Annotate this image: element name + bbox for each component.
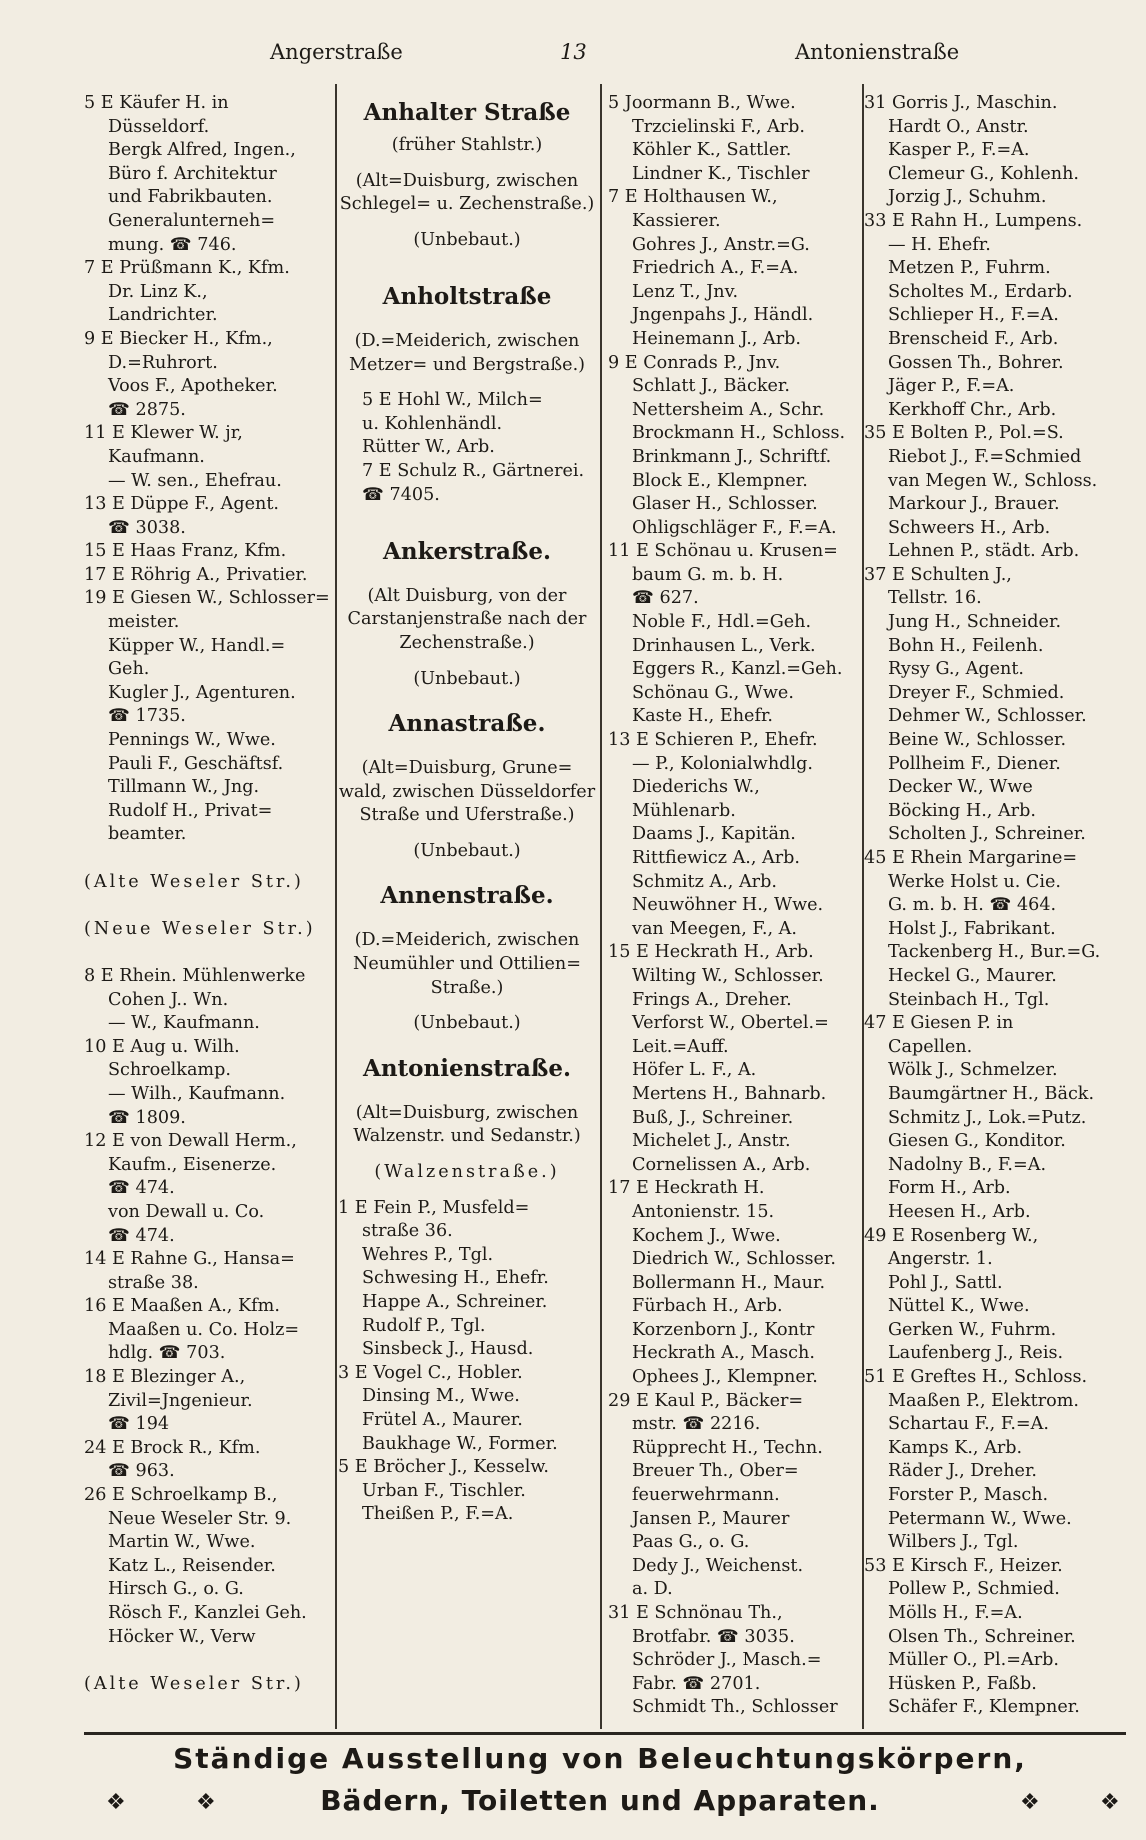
directory-entry: 5 Joormann B., Wwe.: [608, 93, 796, 113]
directory-entry: Schlatt J., Bäcker.: [632, 376, 790, 397]
directory-entry: a. D.: [632, 1579, 673, 1600]
directory-entry: Rysy G., Agent.: [888, 659, 1025, 680]
directory-entry: Heckrath A., Masch.: [632, 1343, 815, 1364]
directory-entry: (Alt=Duisburg, Grune=: [361, 758, 573, 779]
column-divider: [335, 84, 337, 1729]
spacer: [84, 941, 334, 965]
directory-entry: Jäger P., F.=A.: [888, 376, 1015, 397]
spacer: [338, 217, 596, 229]
directory-entry: 35 E Bolten P., Pol.=S.: [864, 423, 1064, 444]
directory-entry: Rudolf H., Privat=: [108, 800, 273, 821]
directory-entry: 14 E Rahne G., Hansa=: [84, 1249, 295, 1270]
directory-entry: (früher Stahlstr.): [391, 135, 543, 155]
directory-entry: Olsen Th., Schreiner.: [888, 1626, 1076, 1647]
directory-entry: Köhler K., Sattler.: [632, 140, 792, 161]
spacer: [338, 507, 596, 531]
directory-entry: 13 E Schieren P., Ehefr.: [608, 730, 818, 751]
directory-entry: — H. Ehefr.: [888, 234, 991, 255]
directory-entry: feuerwehrmann.: [632, 1485, 780, 1506]
directory-entry: Tellstr. 16.: [888, 588, 982, 609]
column-3: [608, 92, 862, 1732]
directory-entry: meister.: [108, 612, 180, 633]
directory-entry: 33 E Rahn H., Lumpens.: [864, 210, 1083, 231]
directory-entry: 49 E Rosenberg W.,: [864, 1225, 1039, 1246]
directory-entry: ☎ 2875.: [108, 399, 186, 420]
spacer: [338, 1149, 596, 1161]
directory-entry: Nadolny B., F.=A.: [888, 1154, 1047, 1175]
directory-entry: Schwesing H., Ehefr.: [362, 1268, 549, 1289]
directory-entry: Leit.=Auff.: [632, 1036, 729, 1057]
directory-entry: Mölls H., F.=A.: [888, 1603, 1023, 1623]
directory-entry: Bergk Alfred, Ingen.,: [108, 140, 296, 161]
directory-entry: 53 E Kirsch F., Heizer.: [864, 1555, 1063, 1576]
directory-entry: 5 E Hohl W., Milch=: [362, 390, 543, 411]
directory-entry: Lenz T., Jnv.: [632, 281, 739, 302]
directory-entry: wald, zwischen Düsseldorfer: [338, 781, 596, 802]
directory-entry: ☎ 1809.: [108, 1107, 186, 1128]
street-heading: Ankerstraße.: [383, 537, 551, 565]
column-4: [864, 92, 1126, 1732]
directory-entry: Verforst W., Obertel.=: [632, 1013, 829, 1034]
directory-entry: Daams J., Kapitän.: [632, 824, 796, 845]
directory-entry: 5 E Käufer H. in: [84, 93, 229, 113]
spacer: [338, 158, 596, 170]
directory-entry: Schönau G., Wwe.: [632, 682, 794, 703]
spacer: [338, 828, 596, 840]
directory-entry: Ohligschläger F., F.=A.: [632, 517, 837, 538]
directory-entry: Nettersheim A., Schr.: [632, 399, 825, 420]
directory-entry: Baumgärtner H., Bäck.: [888, 1083, 1095, 1104]
directory-entry: Schäfer F., Klempner.: [888, 1697, 1080, 1718]
directory-entry: Carstanjenstraße nach der: [347, 609, 587, 630]
directory-entry: Angerstr. 1.: [888, 1249, 993, 1270]
directory-entry: Kassierer.: [632, 210, 721, 231]
directory-entry: 11 E Schönau u. Krusen=: [608, 541, 838, 562]
directory-entry: Generalunterneh=: [108, 210, 276, 231]
directory-entry: 17 E Heckrath H.: [608, 1178, 765, 1199]
directory-entry: — P., Kolonialwhdlg.: [632, 753, 813, 774]
directory-entry: 51 E Greftes H., Schloss.: [864, 1367, 1088, 1388]
directory-entry: Paas G., o. G.: [632, 1532, 750, 1553]
directory-entry: Neue Weseler Str. 9.: [108, 1508, 292, 1529]
directory-entry: (Alt=Duisburg, zwischen: [355, 170, 579, 191]
directory-entry: Fabr. ☎ 2701.: [632, 1673, 761, 1694]
directory-entry: 19 E Giesen W., Schlosser=: [84, 588, 330, 609]
directory-entry: 17 E Röhrig A., Privatier.: [84, 564, 308, 585]
directory-entry: Landrichter.: [108, 305, 218, 326]
footer-advertisement-line1: Ständige Ausstellung von Beleuchtungskörpern,: [173, 1742, 1027, 1775]
directory-entry: Frütel A., Maurer.: [362, 1409, 523, 1430]
directory-entry: Jung H., Schneider.: [888, 612, 1062, 633]
spacer: [338, 656, 596, 668]
directory-entry: Mertens H., Bahnarb.: [632, 1083, 827, 1104]
directory-entry: Frings A., Dreher.: [632, 989, 792, 1010]
footer-advertisement-line2: Bädern, Toiletten und Apparaten.: [320, 1784, 880, 1817]
spacer: [338, 318, 596, 330]
directory-entry: (Unbebaut.): [413, 840, 521, 861]
directory-entry: Hardt O., Anstr.: [888, 116, 1029, 137]
directory-entry: Bollermann H., Maur.: [632, 1272, 826, 1293]
directory-entry: Mühlenarb.: [632, 800, 736, 821]
directory-entry: Straße und Uferstraße.): [359, 805, 575, 826]
directory-entry: Heesen H., Arb.: [888, 1201, 1031, 1222]
spacer: [338, 1000, 596, 1012]
column-1: [84, 92, 334, 1732]
directory-entry: — Wilh., Kaufmann.: [108, 1083, 286, 1104]
directory-entry: Holst J., Fabrikant.: [888, 918, 1056, 939]
spacer: [338, 252, 596, 276]
directory-entry: Diedrich W., Schlosser.: [632, 1249, 837, 1270]
directory-entry: Küpper W., Handl.=: [108, 635, 286, 656]
directory-entry: van Megen W., Schloss.: [888, 470, 1098, 491]
directory-entry: (Alt Duisburg, von der: [367, 585, 567, 606]
directory-entry: Brotfabr. ☎ 3035.: [632, 1626, 795, 1647]
directory-entry: ☎ 194: [108, 1414, 170, 1435]
directory-entry: Forster P., Masch.: [888, 1485, 1049, 1506]
directory-entry: (Alte Weseler Str.): [84, 871, 304, 892]
directory-entry: 13 E Düppe F., Agent.: [84, 494, 279, 515]
directory-entry: 7 E Schulz R., Gärtnerei.: [362, 460, 585, 481]
directory-entry: Theißen P., F.=A.: [362, 1504, 514, 1525]
directory-entry: Ophees J., Klempner.: [632, 1367, 818, 1388]
directory-entry: Nüttel K., Wwe.: [888, 1296, 1030, 1317]
directory-entry: Geh.: [108, 659, 150, 680]
directory-entry: Markour J., Brauer.: [888, 494, 1060, 515]
directory-entry: 9 E Biecker H., Kfm.,: [84, 328, 273, 349]
directory-entry: Glaser H., Schlosser.: [632, 494, 818, 515]
directory-entry: Schlegel= u. Zechenstraße.): [339, 194, 595, 215]
directory-entry: (Alt=Duisburg, zwischen: [355, 1102, 579, 1123]
spacer: [84, 847, 334, 871]
directory-entry: Brenscheid F., Arb.: [888, 328, 1059, 349]
directory-entry: Pollew P., Schmied.: [888, 1579, 1060, 1600]
directory-entry: van Meegen, F., A.: [632, 918, 797, 939]
directory-entry: Antonienstr. 15.: [632, 1201, 775, 1222]
directory-entry: D.=Ruhrort.: [108, 352, 218, 373]
directory-entry: Pollheim F., Diener.: [888, 753, 1061, 774]
directory-entry: Noble F., Hdl.=Geh.: [632, 612, 812, 633]
directory-entry: 7 E Holthausen W.,: [608, 187, 778, 208]
directory-entry: Heckel G., Maurer.: [888, 965, 1057, 986]
directory-entry: Jorzig J., Schuhm.: [888, 187, 1047, 208]
directory-entry: Fürbach H., Arb.: [632, 1296, 783, 1317]
spacer: [338, 573, 596, 585]
street-heading: Annastraße.: [388, 710, 546, 738]
directory-entry: Cohen J.. Wn.: [108, 989, 229, 1010]
directory-entry: straße 38.: [108, 1272, 199, 1293]
directory-entry: (Unbebaut.): [413, 229, 521, 250]
directory-entry: Gohres J., Anstr.=G.: [632, 234, 810, 255]
directory-entry: 5 E Bröcher J., Kesselw.: [338, 1457, 549, 1478]
directory-entry: Clemeur G., Kohlenh.: [888, 163, 1080, 184]
directory-entry: 15 E Haas Franz, Kfm.: [84, 541, 287, 562]
directory-entry: 3 E Vogel C., Hobler.: [338, 1362, 523, 1383]
directory-entry: 11 E Klewer W. jr,: [84, 423, 243, 444]
directory-entry: Steinbach H., Tgl.: [888, 989, 1050, 1010]
directory-entry: Friedrich A., F.=A.: [632, 258, 799, 279]
directory-entry: 24 E Brock R., Kfm.: [84, 1437, 261, 1458]
street-heading: Anholtstraße: [382, 282, 552, 310]
spacer: [338, 377, 596, 389]
directory-entry: Tackenberg H., Bur.=G.: [888, 942, 1101, 963]
directory-entry: Neuwöhner H., Wwe.: [632, 895, 824, 916]
directory-entry: Walzenstr. und Sedanstr.): [353, 1126, 581, 1147]
directory-entry: Wehres P., Tgl.: [362, 1244, 494, 1265]
directory-entry: Zechenstraße.): [399, 632, 535, 653]
header-right-street: Antonienstraße: [795, 40, 960, 64]
directory-entry: (Walzenstraße.): [374, 1162, 560, 1183]
ornament-icon: ❖: [196, 1790, 216, 1815]
directory-entry: Dreyer F., Schmied.: [888, 682, 1065, 703]
directory-entry: 12 E von Dewall Herm.,: [84, 1131, 297, 1152]
directory-entry: ☎ 963.: [108, 1461, 175, 1482]
directory-entry: 9 E Conrads P., Jnv.: [608, 352, 781, 373]
directory-entry: und Fabrikbauten.: [108, 187, 273, 208]
directory-entry: Trzcielinski F., Arb.: [632, 116, 806, 137]
spacer: [84, 894, 334, 918]
spacer: [338, 1090, 596, 1102]
directory-entry: 15 E Heckrath H., Arb.: [608, 942, 814, 963]
directory-entry: Pohl J., Sattl.: [888, 1272, 1003, 1293]
header-left-street: Angerstraße: [270, 40, 403, 64]
directory-entry: Schweers H., Arb.: [888, 517, 1051, 538]
directory-entry: Capellen.: [888, 1036, 973, 1057]
directory-entry: Dedy J., Weichenst.: [632, 1555, 804, 1576]
directory-entry: Rittfiewicz A., Arb.: [632, 848, 801, 868]
directory-entry: u. Kohlenhändl.: [362, 413, 503, 434]
directory-entry: Pennings W., Wwe.: [108, 730, 276, 751]
directory-entry: Lindner K., Tischler: [632, 163, 810, 184]
directory-entry: Wilting W., Schlosser.: [632, 965, 824, 986]
directory-entry: Wölk J., Schmelzer.: [888, 1060, 1058, 1081]
directory-entry: 37 E Schulten J.,: [864, 564, 1012, 585]
directory-entry: G. m. b. H. ☎ 464.: [888, 895, 1057, 916]
directory-entry: Maaßen P., Elektrom.: [888, 1390, 1080, 1411]
directory-entry: 7 E Prüßmann K., Kfm.: [84, 258, 290, 279]
directory-entry: Brockmann H., Schloss.: [632, 423, 846, 444]
directory-entry: Form H., Arb.: [888, 1178, 1011, 1199]
directory-entry: Block E., Klempner.: [632, 470, 808, 491]
directory-entry: Schmitz A., Arb.: [632, 871, 777, 892]
directory-entry: ☎ 627.: [632, 588, 699, 609]
directory-entry: (D.=Meiderich, zwischen: [354, 330, 580, 351]
directory-entry: Müller O., Pl.=Arb.: [888, 1650, 1059, 1671]
directory-entry: Petermann W., Wwe.: [888, 1508, 1072, 1529]
directory-entry: Rütter W., Arb.: [362, 437, 495, 458]
directory-entry: 26 E Schroelkamp B.,: [84, 1485, 278, 1506]
directory-entry: Decker W., Wwe: [888, 777, 1033, 798]
directory-entry: ☎ 7405.: [362, 484, 440, 505]
directory-entry: Schröder J., Masch.=: [632, 1650, 822, 1671]
directory-entry: Schmitz J., Lok.=Putz.: [888, 1107, 1087, 1128]
directory-entry: Baukhage W., Former.: [362, 1433, 558, 1454]
directory-entry: Büro f. Architektur: [108, 163, 277, 184]
directory-entry: mung. ☎ 746.: [108, 234, 237, 255]
directory-entry: Schartau F., F.=A.: [888, 1414, 1049, 1435]
directory-entry: 16 E Maaßen A., Kfm.: [84, 1296, 280, 1317]
directory-entry: (Unbebaut.): [413, 668, 521, 689]
directory-entry: ☎ 1735.: [108, 706, 186, 727]
directory-entry: 31 E Schnönau Th.,: [608, 1603, 783, 1623]
directory-entry: Happe A., Schreiner.: [362, 1292, 548, 1312]
directory-entry: Gerken W., Fuhrm.: [888, 1319, 1057, 1340]
directory-entry: — W., Kaufmann.: [108, 1013, 260, 1034]
directory-entry: Kaufm., Eisenerze.: [108, 1154, 277, 1175]
directory-entry: Schlieper H., F.=A.: [888, 305, 1059, 326]
column-divider: [600, 84, 602, 1729]
spacer: [338, 745, 596, 757]
directory-entry: 8 E Rhein. Mühlenwerke: [84, 965, 306, 986]
directory-entry: Jngenpahs J., Händl.: [632, 305, 814, 326]
directory-entry: Pauli F., Geschäftsf.: [108, 753, 284, 774]
page-header: [0, 40, 1146, 74]
directory-entry: Laufenberg J., Reis.: [888, 1343, 1064, 1364]
directory-entry: baum G. m. b. H.: [632, 564, 784, 585]
directory-entry: Düsseldorf.: [108, 116, 210, 137]
directory-entry: Räder J., Dreher.: [888, 1461, 1038, 1482]
directory-entry: 45 E Rhein Margarine=: [864, 848, 1078, 868]
street-heading: Antonienstraße.: [362, 1054, 572, 1082]
directory-entry: Cornelissen A., Arb.: [632, 1154, 811, 1175]
directory-entry: Neumühler und Ottilien=: [353, 954, 581, 975]
directory-entry: Maaßen u. Co. Holz=: [108, 1319, 300, 1340]
directory-entry: Drinhausen L., Verk.: [632, 635, 816, 656]
directory-entry: Metzen P., Fuhrm.: [888, 258, 1051, 279]
spacer: [338, 1036, 596, 1048]
directory-entry: Wilbers J., Tgl.: [888, 1532, 1019, 1553]
directory-entry: 31 Gorris J., Maschin.: [864, 93, 1058, 113]
directory-entry: Urban F., Tischler.: [362, 1480, 526, 1501]
directory-entry: Dr. Linz K.,: [108, 281, 208, 302]
directory-entry: 47 E Giesen P. in: [864, 1013, 1014, 1034]
directory-entry: Riebot J., F.=Schmied: [888, 446, 1082, 467]
directory-entry: Werke Holst u. Cie.: [888, 871, 1061, 892]
directory-entry: Korzenborn J., Kontr: [632, 1319, 815, 1340]
spacer: [338, 1185, 596, 1197]
directory-entry: Kaufmann.: [108, 446, 205, 467]
directory-entry: Michelet J., Anstr.: [632, 1131, 791, 1152]
directory-entry: mstr. ☎ 2216.: [632, 1414, 761, 1435]
directory-entry: Katz L., Reisender.: [108, 1555, 276, 1576]
directory-entry: Metzer= und Bergstraße.): [348, 354, 586, 375]
directory-entry: straße 36.: [362, 1221, 453, 1242]
directory-entry: ☎ 474.: [108, 1178, 175, 1199]
directory-entry: (Alte Weseler Str.): [84, 1673, 304, 1694]
spacer: [338, 917, 596, 929]
directory-entry: Giesen G., Konditor.: [888, 1131, 1066, 1152]
directory-entry: Buß, J., Schreiner.: [632, 1107, 794, 1128]
directory-entry: (Neue Weseler Str.): [84, 918, 316, 939]
directory-entry: 29 E Kaul P., Bäcker=: [608, 1390, 804, 1411]
directory-entry: Jansen P., Maurer: [632, 1508, 790, 1529]
directory-entry: Kamps K., Arb.: [888, 1437, 1023, 1458]
page-number: 13: [560, 40, 587, 64]
directory-entry: beamter.: [108, 824, 187, 845]
directory-entry: 1 E Fein P., Musfeld=: [338, 1197, 530, 1218]
directory-entry: Schmidt Th., Schlosser: [632, 1697, 838, 1718]
directory-entry: 18 E Blezinger A.,: [84, 1367, 246, 1388]
directory-entry: 10 E Aug u. Wilh.: [84, 1036, 240, 1057]
spacer: [84, 1649, 334, 1673]
directory-entry: ☎ 474.: [108, 1225, 175, 1246]
directory-entry: Scholten J., Schreiner.: [888, 824, 1086, 845]
ornament-icon: ❖: [106, 1790, 126, 1815]
directory-entry: Rüpprecht H., Techn.: [632, 1437, 823, 1458]
directory-entry: Sinsbeck J., Hausd.: [362, 1339, 534, 1360]
directory-entry: Gossen Th., Bohrer.: [888, 352, 1064, 373]
ornament-icon: ❖: [1100, 1790, 1120, 1815]
directory-entry: Bohn H., Feilenh.: [888, 635, 1044, 656]
directory-entry: Heinemann J., Arb.: [632, 328, 801, 349]
directory-entry: Kerkhoff Chr., Arb.: [888, 399, 1057, 420]
directory-entry: Kochem J., Wwe.: [632, 1225, 781, 1246]
directory-entry: Eggers R., Kanzl.=Geh.: [632, 659, 843, 680]
directory-entry: Zivil=Jngenieur.: [108, 1390, 253, 1411]
street-heading: Anhalter Straße: [363, 99, 571, 126]
directory-entry: Rudolf P., Tgl.: [362, 1315, 486, 1336]
directory-entry: Schroelkamp.: [108, 1060, 231, 1081]
directory-entry: Diederichs W.,: [632, 777, 760, 798]
street-heading: Annenstraße.: [380, 882, 554, 910]
directory-entry: Breuer Th., Ober=: [632, 1461, 799, 1482]
directory-entry: Straße.): [430, 977, 504, 998]
directory-entry: Höfer L. F., A.: [632, 1060, 757, 1081]
directory-entry: Dehmer W., Schlosser.: [888, 706, 1087, 727]
directory-entry: Rösch F., Kanzlei Geh.: [108, 1603, 307, 1623]
directory-entry: Martin W., Wwe.: [108, 1532, 256, 1553]
directory-entry: Hüsken P., Faßb.: [888, 1673, 1037, 1694]
directory-entry: (D.=Meiderich, zwischen: [354, 930, 580, 951]
directory-entry: Hirsch G., o. G.: [108, 1579, 244, 1600]
directory-entry: von Dewall u. Co.: [108, 1201, 265, 1222]
directory-entry: Kugler J., Agenturen.: [108, 682, 296, 703]
directory-entry: Beine W., Schlosser.: [888, 730, 1067, 751]
directory-entry: Voos F., Apotheker.: [108, 376, 278, 397]
directory-entry: hdlg. ☎ 703.: [108, 1343, 226, 1364]
directory-entry: Dinsing M., Wwe.: [362, 1386, 520, 1407]
directory-entry: Scholtes M., Erdarb.: [888, 281, 1073, 302]
footer-rule: [84, 1732, 1126, 1735]
directory-entry: Brinkmann J., Schriftf.: [632, 446, 832, 467]
spacer: [338, 863, 596, 875]
directory-entry: (Unbebaut.): [413, 1013, 521, 1034]
spacer: [338, 691, 596, 703]
directory-entry: Höcker W., Verw: [108, 1626, 256, 1647]
directory-entry: Böcking H., Arb.: [888, 800, 1036, 821]
directory-entry: ☎ 3038.: [108, 517, 186, 538]
directory-entry: Tillmann W., Jng.: [108, 777, 260, 798]
directory-entry: Lehnen P., städt. Arb.: [888, 541, 1080, 562]
directory-entry: Kaste H., Ehefr.: [632, 706, 774, 727]
directory-entry: — W. sen., Ehefrau.: [108, 470, 282, 491]
directory-entry: Kasper P., F.=A.: [888, 140, 1030, 161]
column-2: [338, 92, 596, 1732]
ornament-icon: ❖: [1020, 1790, 1040, 1815]
